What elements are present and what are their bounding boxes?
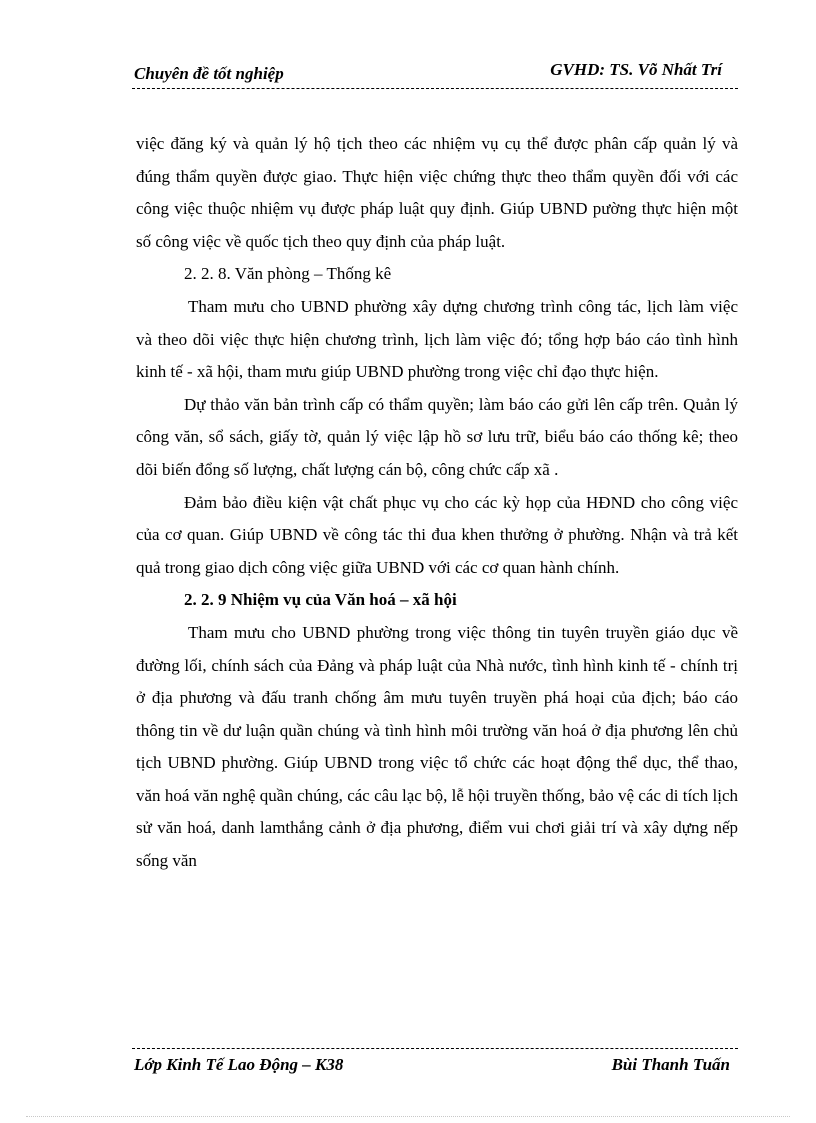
section-heading-2-2-9: 2. 2. 9 Nhiệm vụ của Văn hoá – xã hội <box>184 590 457 610</box>
footer-author: Bùi Thanh Tuấn <box>611 1055 730 1074</box>
paragraph-continuation: việc đăng ký và quản lý hộ tịch theo các nhiệm vụ cụ thể được phân cấp quản lý và đúng thẩm quyền được giao. Thực hiện việc chứng thực theo thẩm quyền đối với các công việc thuộc nhiệm vụ được pháp luật quy định. Giúp UBND pường thực hiện một số công việc về quốc tịch theo quy định của pháp luật. <box>136 134 738 251</box>
header-supervisor: GVHD: TS. Võ Nhất Trí <box>550 60 722 79</box>
paragraph: Đảm bảo điều kiện vật chất phục vụ cho các kỳ họp của HĐND cho công việc của cơ quan. Giúp UBND về công tác thi đua khen thưởng ở phường. Nhận và trả kết quả trong giao dịch công việc giữa UBND với các cơ quan hành chính. <box>136 492 738 577</box>
paragraph: Dự thảo văn bản trình cấp có thẩm quyền; làm báo cáo gửi lên cấp trên. Quản lý công văn, sổ sách, giấy tờ, quản lý việc lập hồ sơ lưu trữ, biểu báo cáo thống kê; theo dõi biến đổng số lượng, chất lượng cán bộ, công chức cấp xã . <box>136 394 738 479</box>
page-footer <box>132 1048 738 1074</box>
document-body <box>136 128 738 878</box>
paragraph: Tham mưu cho UBND phường xây dựng chương trình công tác, lịch làm việc và theo dõi việc thực hiện chương trình, lịch làm việc đó; tổng hợp báo cáo tình hình kinh tế - xã hội, tham mưu giúp UBND phường trong việc chỉ đạo thực hiện. <box>136 296 738 382</box>
footer-class: Lớp Kinh Tế Lao Động – K38 <box>134 1055 344 1074</box>
paragraph: Tham mưu cho UBND phường trong việc thông tin tuyên truyền giáo dục về đường lối, chính sách của Đảng và pháp luật của Nhà nước, tình hình kinh tế - chính trị ở địa phương và đấu tranh chống âm mưu tuyên truyền phá hoại của địch; báo cáo thông tin về dư luận quần chúng và tình hình môi trường văn hoá ở địa phương lên chủ tịch UBND phường. Giúp UBND trong việc tổ chức các hoạt động thể dục, thể thao, văn hoá văn nghệ quần chúng, các câu lạc bộ, lễ hội truyền thống, bảo vệ các di tích lịch sử văn hoá, danh lamthắng cảnh ở địa phương, điểm vui chơi giải trí và xây dựng nếp sống văn <box>136 622 738 871</box>
page-header <box>132 58 738 89</box>
header-document-type: Chuyên đề tốt nghiệp <box>134 64 284 83</box>
section-heading-2-2-8: 2. 2. 8. Văn phòng – Thống kê <box>184 264 392 284</box>
page-border <box>26 1116 790 1117</box>
